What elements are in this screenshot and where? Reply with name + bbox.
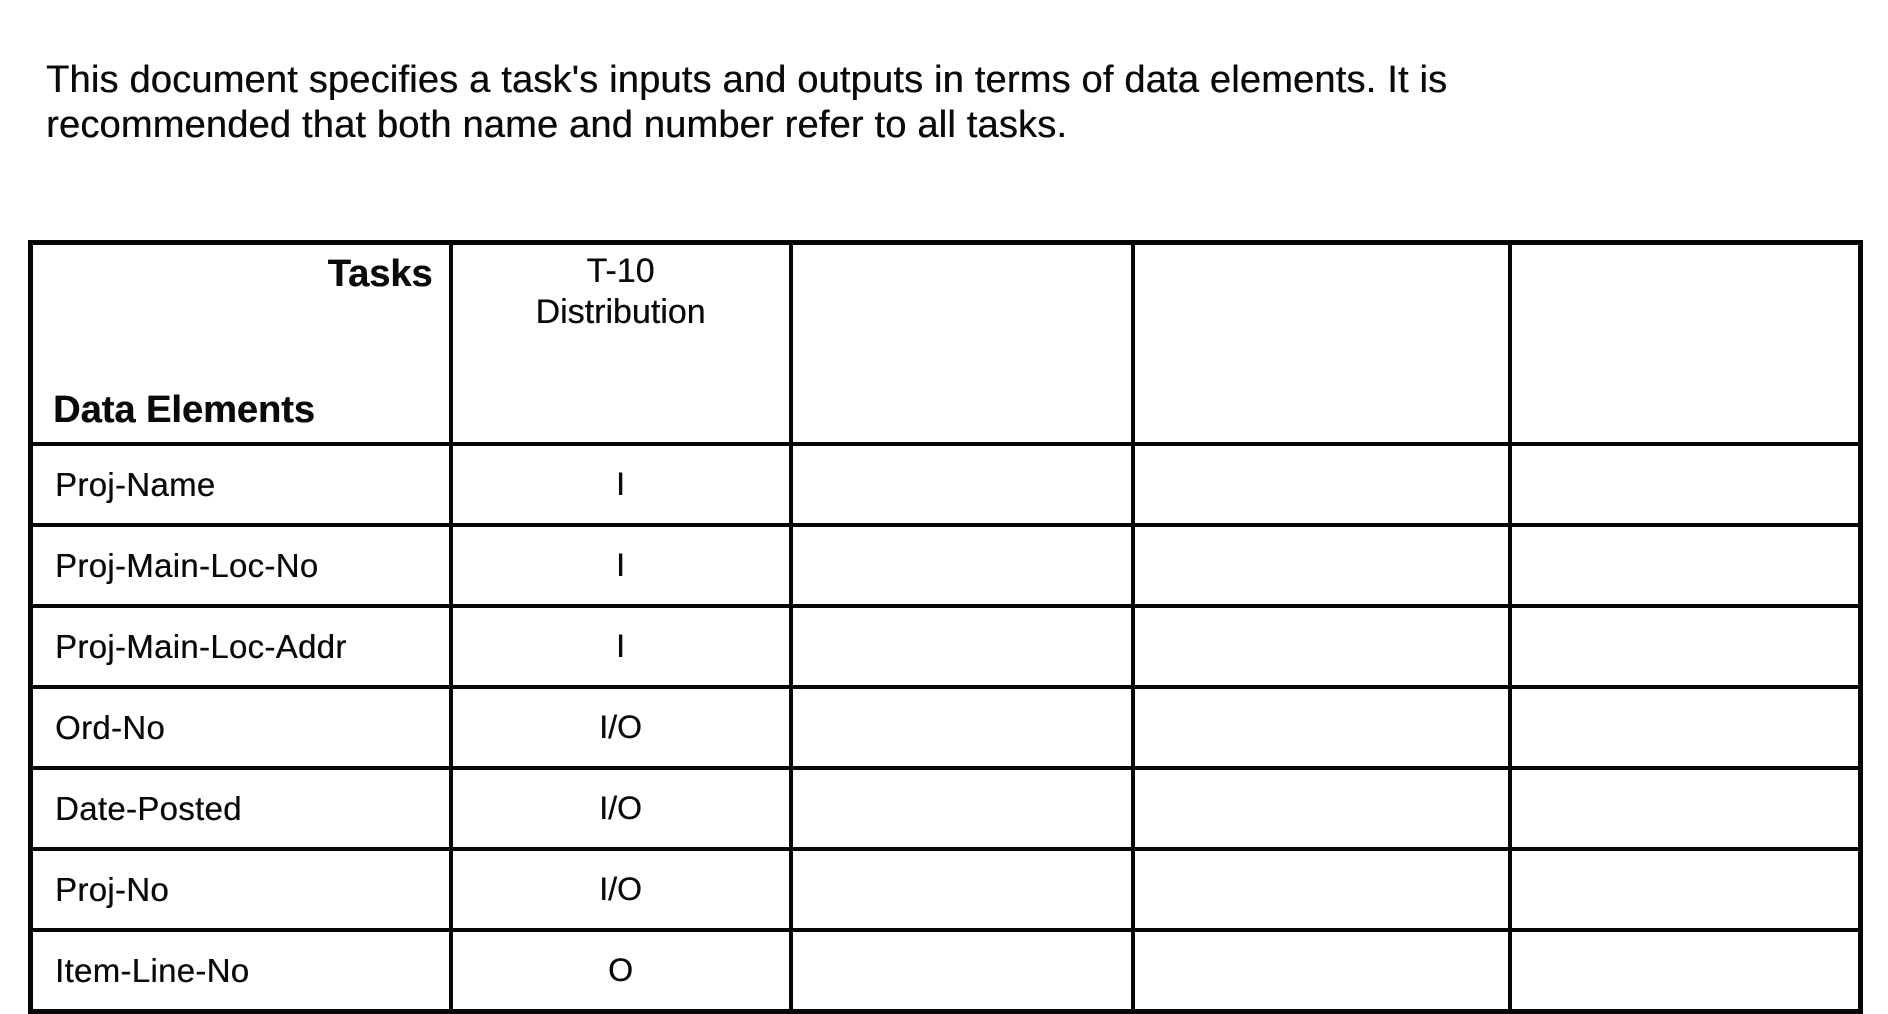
table-row-proj-main-loc-no [31,525,1861,606]
data-elements-axis-label: Data Elements [53,389,315,431]
intro-line-2: recommended that both name and number refer to all tasks. [46,104,1068,146]
table-header-row [31,243,1861,445]
intro-paragraph [46,58,1447,148]
task-id-label: T-10 [586,252,655,290]
io-value-cell [791,687,1133,768]
task-name-label: Distribution [535,293,706,331]
io-value-cell [791,606,1133,687]
io-value-cell: I/O [451,768,791,849]
data-element-label: Date-Posted [31,768,451,849]
data-element-label: Ord-No [31,687,451,768]
io-value-cell [1133,606,1510,687]
io-value-cell [1510,687,1861,768]
io-value-cell [1133,768,1510,849]
io-value-cell [1510,930,1861,1012]
io-value-cell [791,930,1133,1012]
io-value-cell: I [451,525,791,606]
io-value-cell [1133,849,1510,930]
table-row-item-line-no [31,930,1861,1012]
table-row-ord-no [31,687,1861,768]
io-value-cell [791,768,1133,849]
table-row-proj-main-loc-addr [31,606,1861,687]
io-value-cell [1510,444,1861,525]
io-value-cell: I [451,444,791,525]
io-value-cell [1510,525,1861,606]
io-value-cell [1133,930,1510,1012]
io-value-cell [1510,849,1861,930]
data-element-label: Item-Line-No [31,930,451,1012]
corner-header-cell [31,243,451,445]
task-column-header-empty [1133,243,1510,445]
io-value-cell: O [451,930,791,1012]
task-column-header-empty [1510,243,1861,445]
table-row-proj-name [31,444,1861,525]
task-column-header-empty [791,243,1133,445]
data-element-label: Proj-Main-Loc-Addr [31,606,451,687]
io-value-cell [1510,768,1861,849]
table-row-proj-no [31,849,1861,930]
task-column-header-t10 [451,243,791,445]
tasks-axis-label: Tasks [327,253,433,295]
task-io-matrix-table [28,240,1863,1014]
data-element-label: Proj-Main-Loc-No [31,525,451,606]
io-value-cell [1133,687,1510,768]
io-value-cell [1133,525,1510,606]
io-value-cell [1510,606,1861,687]
io-value-cell [791,525,1133,606]
data-element-label: Proj-No [31,849,451,930]
io-value-cell [791,849,1133,930]
io-value-cell [791,444,1133,525]
io-value-cell: I [451,606,791,687]
intro-line-1: This document specifies a task's inputs and outputs in terms of data elements. It is [46,59,1448,101]
table-row-date-posted [31,768,1861,849]
io-value-cell [1133,444,1510,525]
io-value-cell: I/O [451,849,791,930]
io-value-cell: I/O [451,687,791,768]
data-element-label: Proj-Name [31,444,451,525]
